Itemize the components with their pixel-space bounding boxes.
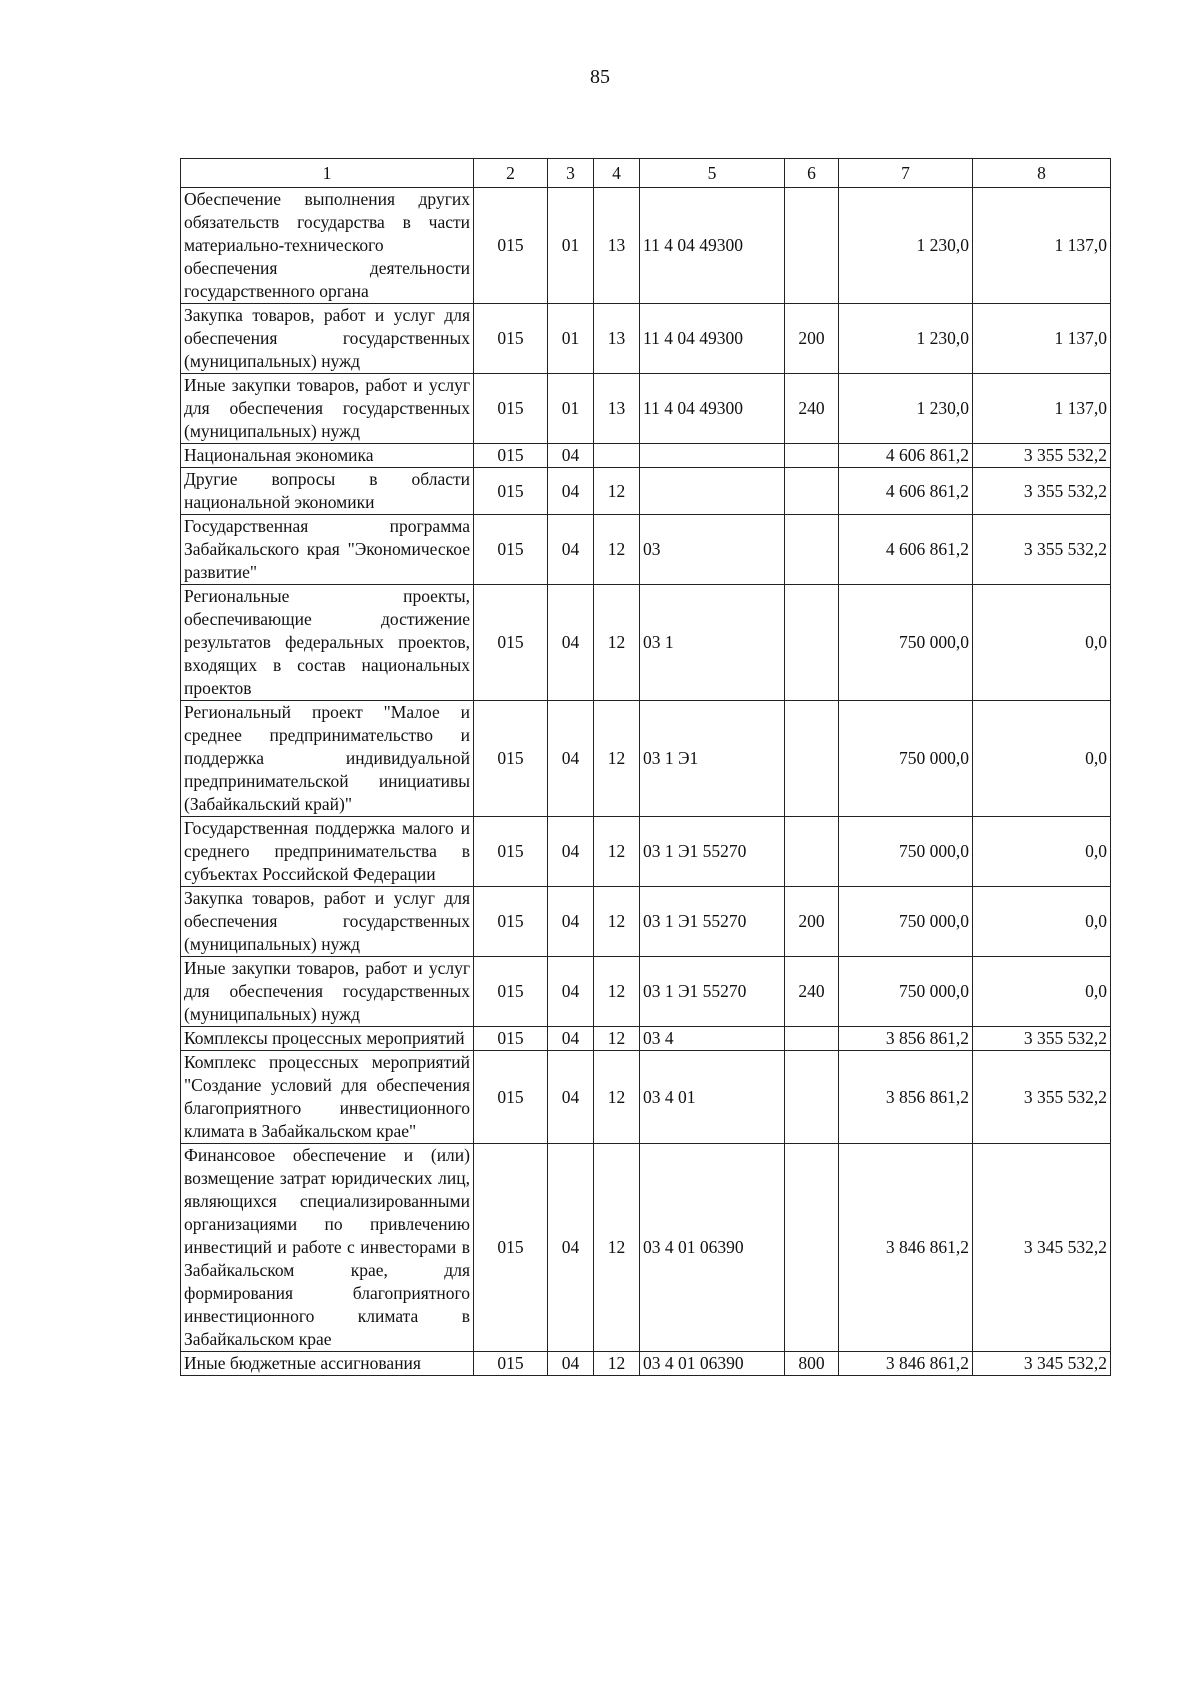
subsection-code: 12 [594,701,640,817]
amount-col-8: 3 355 532,2 [973,515,1111,585]
expense-name: Другие вопросы в области национальной экономики [181,468,474,515]
header-row [181,159,1111,188]
expense-name: Государственная поддержка малого и среднего предпринимательства в субъектах Российской Федерации [181,817,474,887]
amount-col-8: 0,0 [973,817,1111,887]
expense-type-code [785,468,839,515]
amount-col-7: 3 856 861,2 [839,1051,973,1144]
column-header-7: 7 [839,159,973,188]
amount-col-7: 750 000,0 [839,887,973,957]
amount-col-7: 4 606 861,2 [839,468,973,515]
amount-col-8: 3 355 532,2 [973,1051,1111,1144]
amount-col-7: 4 606 861,2 [839,515,973,585]
section-code: 04 [548,444,594,468]
target-article-code [640,468,785,515]
target-article-code: 03 4 [640,1027,785,1051]
expense-name: Иные бюджетные ассигнования [181,1352,474,1376]
target-article-code: 11 4 04 49300 [640,304,785,374]
column-header-2: 2 [474,159,548,188]
expense-name: Закупка товаров, работ и услуг для обеспечения государственных (муниципальных) нужд [181,304,474,374]
expense-type-code: 800 [785,1352,839,1376]
target-article-code: 03 1 Э1 55270 [640,957,785,1027]
column-header-6: 6 [785,159,839,188]
section-code: 04 [548,1144,594,1352]
expense-name: Финансовое обеспечение и (или) возмещение затрат юридических лиц, являющихся специализированными организациями по привлечению инвестиций и работе с инвесторами в Забайкальском крае, для формирования благоприятного инвестиционного климата в Забайкальском крае [181,1144,474,1352]
table-row [181,585,1111,701]
ministry-code: 015 [474,304,548,374]
amount-col-8: 1 137,0 [973,188,1111,304]
expense-name: Обеспечение выполнения других обязательств государства в части материально-технического обеспечения деятельности государственного органа [181,188,474,304]
subsection-code: 12 [594,1144,640,1352]
expense-name: Региональные проекты, обеспечивающие достижение результатов федеральных проектов, входящих в состав национальных проектов [181,585,474,701]
amount-col-7: 4 606 861,2 [839,444,973,468]
subsection-code: 12 [594,887,640,957]
table-row [181,817,1111,887]
expense-type-code [785,188,839,304]
section-code: 04 [548,1051,594,1144]
section-code: 04 [548,515,594,585]
subsection-code: 13 [594,374,640,444]
budget-table [180,158,1111,1376]
subsection-code [594,444,640,468]
column-header-5: 5 [640,159,785,188]
subsection-code: 12 [594,1051,640,1144]
ministry-code: 015 [474,585,548,701]
expense-type-code [785,1027,839,1051]
table-row [181,1027,1111,1051]
expense-name: Государственная программа Забайкальского края "Экономическое развитие" [181,515,474,585]
ministry-code: 015 [474,701,548,817]
expense-type-code: 200 [785,304,839,374]
section-code: 04 [548,701,594,817]
expense-type-code [785,1144,839,1352]
amount-col-8: 1 137,0 [973,374,1111,444]
subsection-code: 12 [594,585,640,701]
ministry-code: 015 [474,188,548,304]
expense-name: Закупка товаров, работ и услуг для обеспечения государственных (муниципальных) нужд [181,887,474,957]
table-row [181,468,1111,515]
ministry-code: 015 [474,817,548,887]
amount-col-7: 3 846 861,2 [839,1144,973,1352]
target-article-code: 03 4 01 06390 [640,1144,785,1352]
amount-col-7: 3 856 861,2 [839,1027,973,1051]
section-code: 04 [548,957,594,1027]
amount-col-7: 1 230,0 [839,374,973,444]
column-header-1: 1 [181,159,474,188]
expense-type-code [785,701,839,817]
section-code: 01 [548,188,594,304]
expense-name: Иные закупки товаров, работ и услуг для обеспечения государственных (муниципальных) нужд [181,374,474,444]
target-article-code: 03 1 Э1 [640,701,785,817]
ministry-code: 015 [474,444,548,468]
expense-type-code: 240 [785,374,839,444]
target-article-code: 03 1 Э1 55270 [640,817,785,887]
expense-type-code [785,515,839,585]
section-code: 04 [548,585,594,701]
subsection-code: 12 [594,957,640,1027]
amount-col-8: 0,0 [973,585,1111,701]
target-article-code: 03 1 [640,585,785,701]
amount-col-8: 3 355 532,2 [973,1027,1111,1051]
amount-col-8: 1 137,0 [973,304,1111,374]
section-code: 01 [548,304,594,374]
expense-type-code [785,585,839,701]
ministry-code: 015 [474,1144,548,1352]
expense-name: Иные закупки товаров, работ и услуг для обеспечения государственных (муниципальных) нужд [181,957,474,1027]
ministry-code: 015 [474,1352,548,1376]
amount-col-8: 0,0 [973,957,1111,1027]
ministry-code: 015 [474,374,548,444]
amount-col-7: 750 000,0 [839,701,973,817]
table-row [181,701,1111,817]
expense-type-code [785,817,839,887]
table-row [181,1352,1111,1376]
table-row [181,444,1111,468]
ministry-code: 015 [474,957,548,1027]
subsection-code: 12 [594,468,640,515]
expense-type-code [785,444,839,468]
table-row [181,188,1111,304]
subsection-code: 12 [594,515,640,585]
amount-col-8: 0,0 [973,887,1111,957]
target-article-code [640,444,785,468]
table-row [181,374,1111,444]
amount-col-8: 3 345 532,2 [973,1144,1111,1352]
expense-name: Комплексы процессных мероприятий [181,1027,474,1051]
column-header-8: 8 [973,159,1111,188]
expense-type-code: 240 [785,957,839,1027]
amount-col-7: 750 000,0 [839,585,973,701]
amount-col-8: 3 355 532,2 [973,444,1111,468]
section-code: 04 [548,1352,594,1376]
target-article-code: 11 4 04 49300 [640,374,785,444]
subsection-code: 12 [594,817,640,887]
table-row [181,957,1111,1027]
subsection-code: 13 [594,304,640,374]
amount-col-8: 3 355 532,2 [973,468,1111,515]
ministry-code: 015 [474,468,548,515]
column-header-4: 4 [594,159,640,188]
amount-col-7: 3 846 861,2 [839,1352,973,1376]
table-row [181,887,1111,957]
section-code: 01 [548,374,594,444]
target-article-code: 03 4 01 [640,1051,785,1144]
target-article-code: 03 4 01 06390 [640,1352,785,1376]
ministry-code: 015 [474,887,548,957]
section-code: 04 [548,817,594,887]
expense-type-code [785,1051,839,1144]
target-article-code: 03 [640,515,785,585]
target-article-code: 11 4 04 49300 [640,188,785,304]
amount-col-7: 750 000,0 [839,957,973,1027]
amount-col-7: 1 230,0 [839,304,973,374]
amount-col-7: 1 230,0 [839,188,973,304]
subsection-code: 12 [594,1352,640,1376]
section-code: 04 [548,1027,594,1051]
expense-type-code: 200 [785,887,839,957]
section-code: 04 [548,887,594,957]
table-row [181,515,1111,585]
ministry-code: 015 [474,1051,548,1144]
column-header-3: 3 [548,159,594,188]
page-number: 85 [590,66,610,88]
amount-col-8: 3 345 532,2 [973,1352,1111,1376]
table-row [181,304,1111,374]
subsection-code: 12 [594,1027,640,1051]
ministry-code: 015 [474,1027,548,1051]
table-row [181,1051,1111,1144]
table-row [181,1144,1111,1352]
subsection-code: 13 [594,188,640,304]
section-code: 04 [548,468,594,515]
ministry-code: 015 [474,515,548,585]
expense-name: Комплекс процессных мероприятий "Создание условий для обеспечения благоприятного инвестиционного климата в Забайкальском крае" [181,1051,474,1144]
expense-name: Национальная экономика [181,444,474,468]
amount-col-7: 750 000,0 [839,817,973,887]
expense-name: Региональный проект "Малое и среднее предпринимательство и поддержка индивидуальной предпринимательской инициативы (Забайкальский край)" [181,701,474,817]
target-article-code: 03 1 Э1 55270 [640,887,785,957]
amount-col-8: 0,0 [973,701,1111,817]
